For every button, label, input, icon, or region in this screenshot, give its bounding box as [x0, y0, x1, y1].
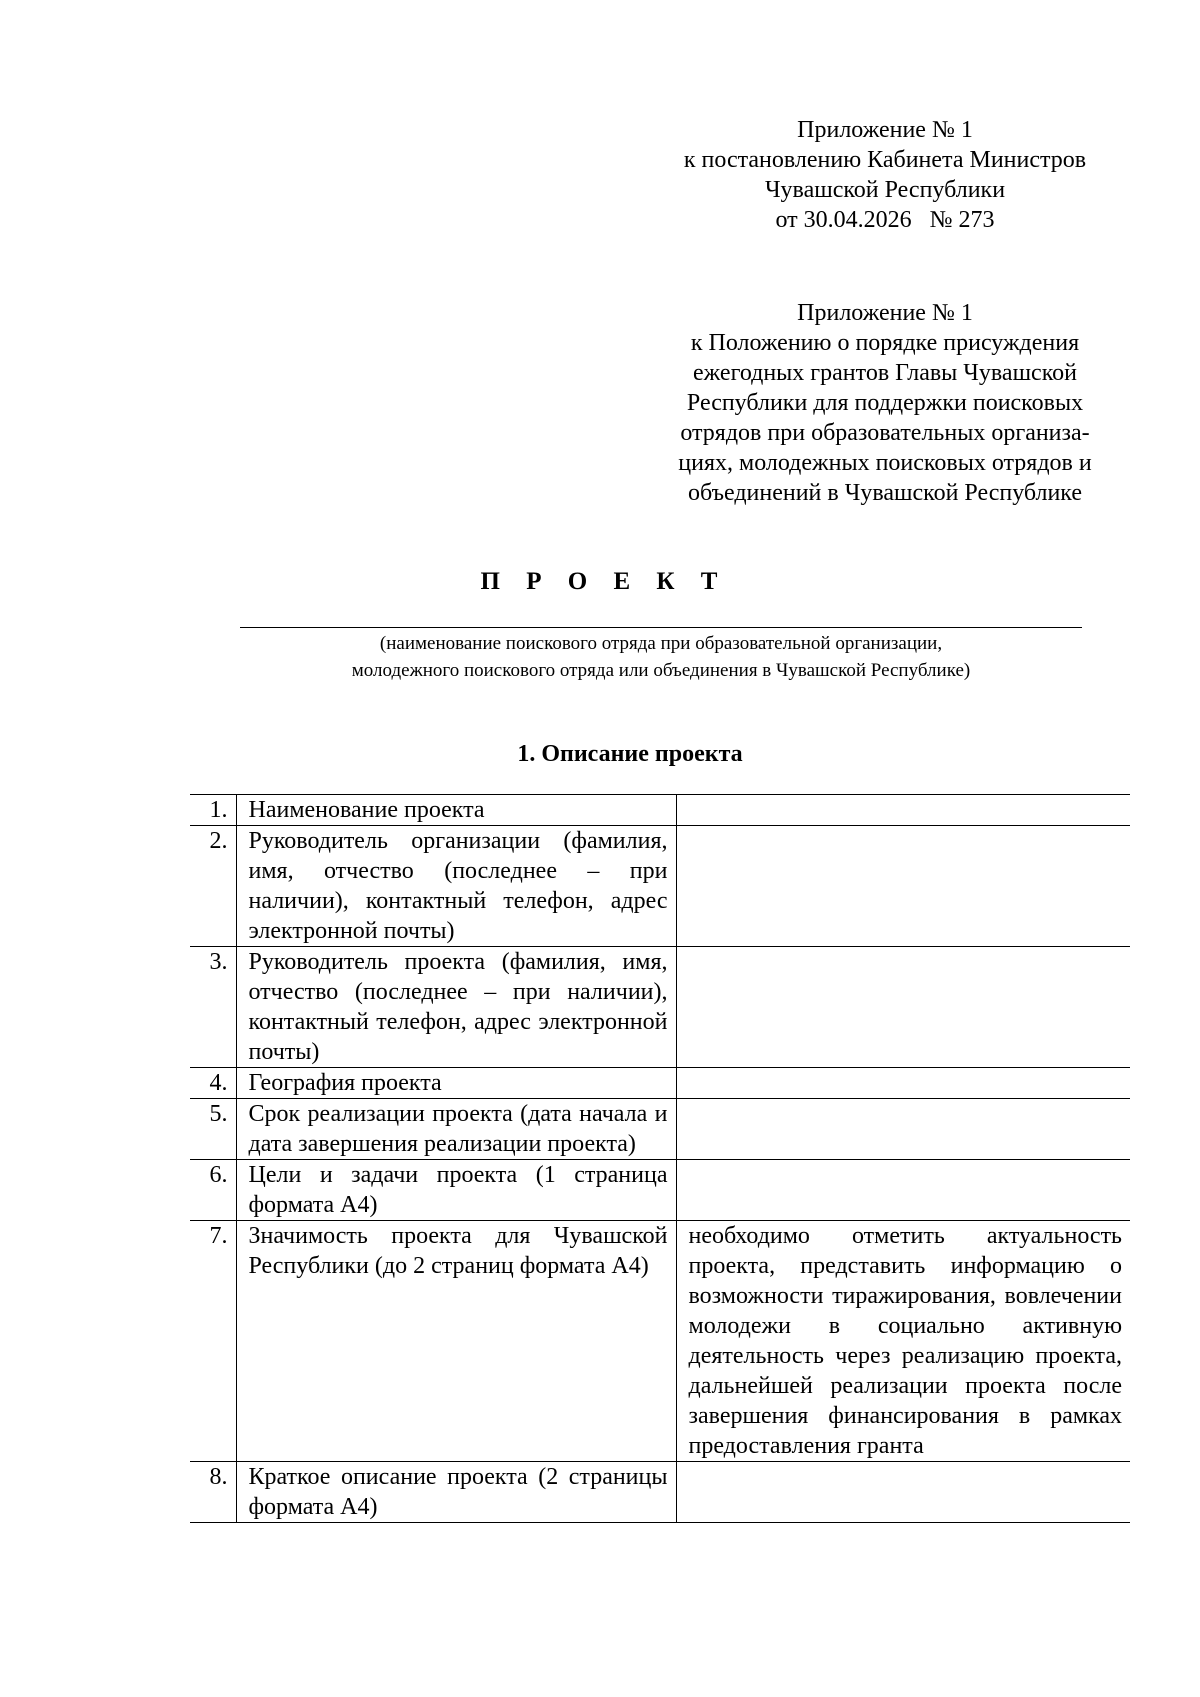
- appendix-order-line: Чувашской Республики: [764, 177, 1006, 203]
- project-name-underline: [240, 627, 1082, 628]
- row-value: необходимо отметить актуальность проекта, представить информацию о возможности тиражирования, вовлечении молодежи в социально активную деятельность через реализацию проекта, дальнейшей реализации проекта после завершения финансирования в рамках предоставления гранта: [676, 1221, 1130, 1462]
- row-number: 4.: [190, 1068, 236, 1099]
- row-value: [676, 795, 1130, 826]
- project-name-hint-line: (наименование поискового отряда при образовательной организации,: [379, 633, 943, 654]
- appendix-regulation-line: объединений в Чувашской Республике: [687, 480, 1083, 506]
- appendix-order-date-line: от 30.04.2026 № 273: [775, 207, 995, 233]
- row-value: [676, 947, 1130, 1068]
- row-label: Значимость проекта для Чувашской Республики (до 2 страниц формата А4): [236, 1221, 676, 1462]
- appendix-order-line: к постановлению Кабинета Министров: [683, 147, 1087, 173]
- table-row: [190, 947, 1130, 1068]
- table-row: [190, 1160, 1130, 1221]
- table-row: [190, 1462, 1130, 1523]
- appendix-regulation-header: [650, 298, 1120, 508]
- row-number: 7.: [190, 1221, 236, 1462]
- project-description-table: [190, 794, 1130, 1523]
- row-number: 2.: [190, 826, 236, 947]
- table-row: [190, 1068, 1130, 1099]
- row-label: География проекта: [236, 1068, 676, 1099]
- table-row: [190, 1099, 1130, 1160]
- row-number: 8.: [190, 1462, 236, 1523]
- row-value: [676, 1068, 1130, 1099]
- row-number: 6.: [190, 1160, 236, 1221]
- row-value: [676, 826, 1130, 947]
- appendix-regulation-line: Приложение № 1: [797, 300, 973, 326]
- row-value: [676, 1160, 1130, 1221]
- appendix-order-header: [650, 115, 1120, 235]
- table-row: [190, 826, 1130, 947]
- row-value: [676, 1099, 1130, 1160]
- row-label: Цели и задачи проекта (1 страница формата А4): [236, 1160, 676, 1221]
- project-name-hint: [240, 630, 1082, 684]
- appendix-regulation-line: циях, молодежных поисковых отрядов и: [678, 450, 1092, 476]
- row-label: Наименование проекта: [236, 795, 676, 826]
- section-title: 1. Описание проекта: [517, 741, 743, 767]
- appendix-regulation-line: Республики для поддержки поисковых: [686, 390, 1084, 416]
- appendix-regulation-line: ежегодных грантов Главы Чувашской: [693, 360, 1077, 386]
- table-row: [190, 795, 1130, 826]
- row-number: 3.: [190, 947, 236, 1068]
- row-value: [676, 1462, 1130, 1523]
- row-number: 5.: [190, 1099, 236, 1160]
- row-label: Руководитель организации (фамилия, имя, отчество (последнее – при наличии), контактный телефон, адрес электронной почты): [236, 826, 676, 947]
- table-row: [190, 1221, 1130, 1462]
- appendix-order-line: Приложение № 1: [797, 117, 973, 143]
- row-label: Краткое описание проекта (2 страницы формата А4): [236, 1462, 676, 1523]
- appendix-regulation-line: к Положению о порядке присуждения: [690, 330, 1080, 356]
- project-name-hint-line: молодежного поискового отряда или объединения в Чувашской Республике): [351, 660, 971, 681]
- row-label: Руководитель проекта (фамилия, имя, отчество (последнее – при наличии), контактный телефон, адрес электронной почты): [236, 947, 676, 1068]
- appendix-regulation-line: отрядов при образовательных организа-: [680, 420, 1090, 446]
- document-title: П Р О Е К Т: [480, 568, 728, 595]
- row-label: Срок реализации проекта (дата начала и дата завершения реализации проекта): [236, 1099, 676, 1160]
- row-number: 1.: [190, 795, 236, 826]
